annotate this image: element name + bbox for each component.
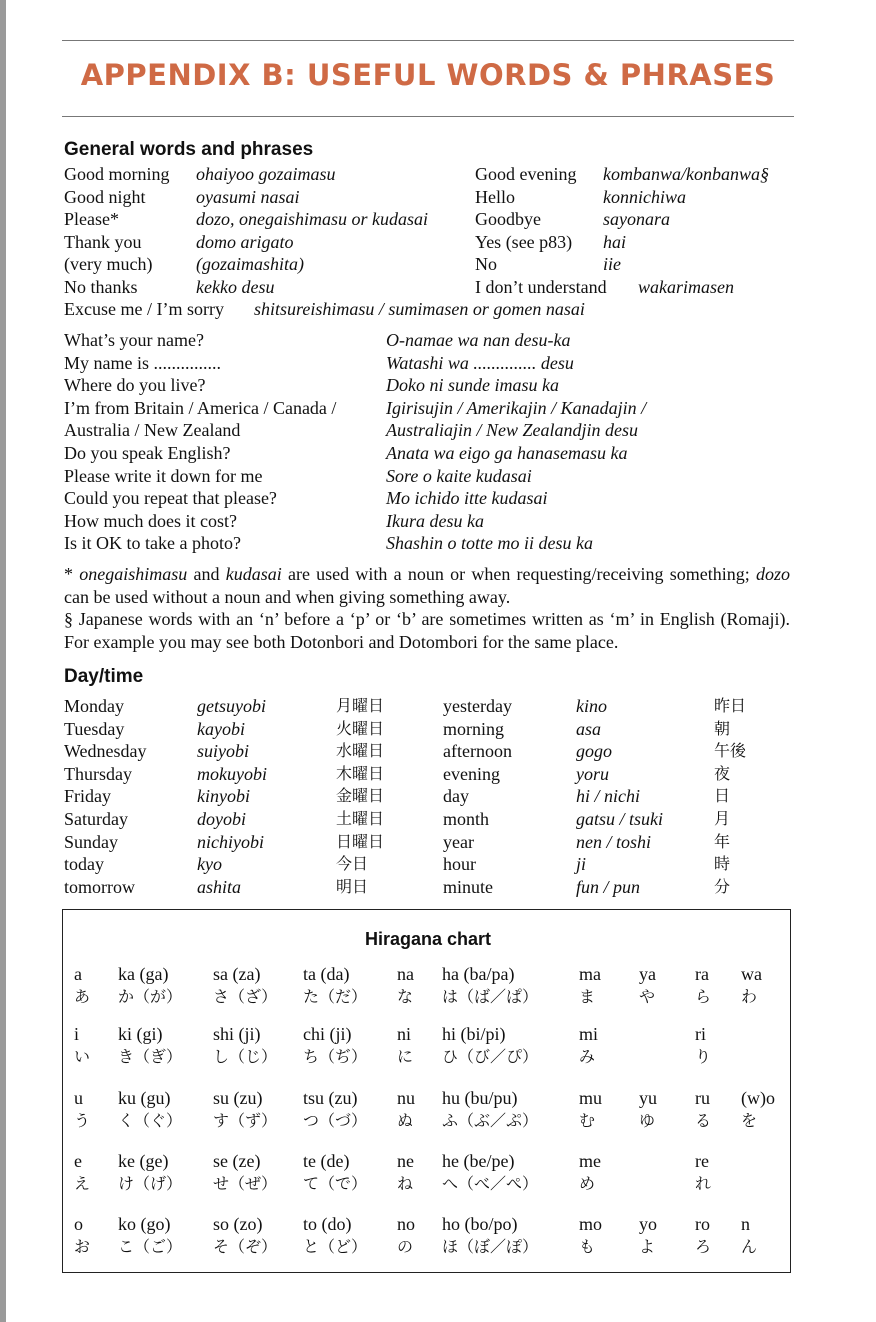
general-japanese: shitsureishimasu / sumimasen or gomen nasai xyxy=(254,299,585,319)
hiragana-kana: を xyxy=(741,1111,758,1130)
phrase-english: Do you speak English? xyxy=(64,443,231,463)
day-kanji: 金曜日 xyxy=(336,786,385,806)
footnote-section: § Japanese words with an ‘n’ before a ‘p’ or ‘b’ are sometimes written as ‘m’ in English (Romaji). For example you may see both Dotonbori and Dotombori for the same place. xyxy=(64,609,790,652)
hiragana-romaji: ho (bo/po) xyxy=(442,1214,518,1234)
phrase-english: I’m from Britain / America / Canada / xyxy=(64,397,337,418)
hiragana-kana: む xyxy=(579,1111,596,1130)
general-japanese: konnichiwa xyxy=(603,186,686,207)
hiragana-romaji: tsu (zu) xyxy=(303,1088,358,1108)
hiragana-romaji: yo xyxy=(639,1214,657,1234)
day-romaji: mokuyobi xyxy=(197,763,267,784)
hiragana-kana: え xyxy=(74,1174,91,1193)
hiragana-kana: そ（ぞ） xyxy=(213,1237,278,1256)
hiragana-kana: よ xyxy=(639,1237,656,1256)
phrase-english: Please write it down for me xyxy=(64,465,263,486)
time-romaji: hi / nichi xyxy=(576,786,640,807)
day-english: Monday xyxy=(64,696,124,716)
hiragana-kana: う xyxy=(74,1111,91,1130)
hiragana-kana: に xyxy=(397,1047,414,1066)
hiragana-romaji: no xyxy=(397,1214,415,1234)
general-japanese: sayonara xyxy=(603,209,670,229)
hiragana-kana: せ（ぜ） xyxy=(213,1174,278,1193)
day-kanji: 今日 xyxy=(336,854,369,874)
hiragana-kana: き（ぎ） xyxy=(118,1047,183,1066)
day-romaji: suiyobi xyxy=(197,741,249,762)
hiragana-kana: と（ど） xyxy=(303,1237,368,1256)
time-english: year xyxy=(443,831,474,852)
hiragana-romaji: te (de) xyxy=(303,1151,350,1171)
day-kanji: 水曜日 xyxy=(336,741,385,761)
time-kanji: 午後 xyxy=(714,741,747,761)
hiragana-kana: す（ず） xyxy=(213,1111,278,1130)
hiragana-kana: ゆ xyxy=(639,1111,656,1130)
day-romaji: ashita xyxy=(197,876,242,897)
hiragana-romaji: so (zo) xyxy=(213,1214,263,1234)
general-english: Goodbye xyxy=(475,209,541,229)
day-kanji: 木曜日 xyxy=(336,763,385,783)
hiragana-kana: ほ（ぼ／ぽ） xyxy=(442,1237,539,1256)
hiragana-kana: ら xyxy=(695,987,712,1006)
time-english: afternoon xyxy=(443,741,512,762)
hiragana-romaji: ku (gu) xyxy=(118,1088,171,1108)
hiragana-romaji: ki (gi) xyxy=(118,1024,163,1044)
phrase-japanese: Anata wa eigo ga hanasemasu ka xyxy=(386,443,628,463)
time-english: evening xyxy=(443,763,500,784)
hiragana-chart-box xyxy=(62,909,791,1273)
hiragana-kana: も xyxy=(579,1237,596,1256)
phrase-japanese: Australiajin / New Zealandjin desu xyxy=(386,420,639,441)
day-romaji: kyo xyxy=(197,854,222,875)
phrase-japanese: Sore o kaite kudasai xyxy=(386,465,532,486)
general-japanese: dozo, onegaishimasu or kudasai xyxy=(196,209,429,229)
hiragana-kana: の xyxy=(397,1237,414,1256)
page-edge xyxy=(0,0,6,1322)
day-english: Sunday xyxy=(64,831,118,852)
hiragana-romaji: hu (bu/pu) xyxy=(442,1088,518,1108)
general-japanese: kekko desu xyxy=(196,276,275,297)
phrase-english: What’s your name? xyxy=(64,330,204,350)
daytime-heading: Day/time xyxy=(64,666,144,687)
hiragana-romaji: ri xyxy=(695,1024,706,1044)
day-romaji: doyobi xyxy=(197,809,246,829)
hiragana-romaji: mi xyxy=(579,1024,599,1044)
time-english: morning xyxy=(443,718,504,739)
hiragana-kana: ぬ xyxy=(397,1111,414,1130)
general-english: Please* xyxy=(64,209,119,229)
general-japanese: kombanwa/konbanwa§ xyxy=(603,164,769,184)
hiragana-romaji: i xyxy=(74,1024,80,1044)
general-english: Yes (see p83) xyxy=(475,231,573,252)
hiragana-kana: な xyxy=(397,987,414,1006)
hiragana-romaji: mo xyxy=(579,1214,603,1234)
time-kanji: 昨日 xyxy=(714,696,747,715)
hiragana-romaji: chi (ji) xyxy=(303,1024,352,1044)
hiragana-kana: ま xyxy=(579,987,596,1006)
general-japanese: hai xyxy=(603,231,627,252)
hiragana-kana: わ xyxy=(741,987,758,1006)
time-romaji: yoru xyxy=(576,763,609,784)
time-english: day xyxy=(443,786,469,807)
general-english: (very much) xyxy=(64,254,153,274)
phrase-japanese: O-namae wa nan desu-ka xyxy=(386,330,571,350)
day-romaji: kinyobi xyxy=(197,786,250,807)
phrase-english: Where do you live? xyxy=(64,375,206,396)
phrase-english: How much does it cost? xyxy=(64,510,237,531)
hiragana-kana: ん xyxy=(741,1237,758,1256)
time-romaji: kino xyxy=(576,696,607,716)
hiragana-kana: あ xyxy=(74,987,91,1006)
hiragana-romaji: ta (da) xyxy=(303,964,350,984)
hiragana-romaji: hi (bi/pi) xyxy=(442,1024,506,1044)
phrase-english: Is it OK to take a photo? xyxy=(64,533,241,554)
phrase-japanese: Igirisujin / Amerikajin / Kanadajin / xyxy=(386,397,647,418)
general-english: Good night xyxy=(64,186,146,207)
hiragana-romaji: nu xyxy=(397,1088,415,1108)
time-kanji: 年 xyxy=(714,831,731,851)
hiragana-kana: ち（ぢ） xyxy=(303,1047,368,1066)
hiragana-romaji: su (zu) xyxy=(213,1088,263,1108)
hiragana-romaji: ru xyxy=(695,1088,710,1108)
general-english: Excuse me / I’m sorry xyxy=(64,299,224,319)
time-kanji: 朝 xyxy=(714,718,731,738)
hiragana-romaji: ma xyxy=(579,964,601,984)
day-romaji: nichiyobi xyxy=(197,831,264,852)
time-romaji: nen / toshi xyxy=(576,831,651,852)
day-kanji: 月曜日 xyxy=(336,696,385,715)
hiragana-kana: ね xyxy=(397,1174,414,1193)
hiragana-romaji: ya xyxy=(639,964,656,984)
general-japanese: domo arigato xyxy=(196,231,294,252)
general-english: Thank you xyxy=(64,231,142,252)
time-kanji: 月 xyxy=(714,809,731,828)
phrase-japanese: Doko ni sunde imasu ka xyxy=(386,375,559,396)
hiragana-kana: み xyxy=(579,1047,596,1066)
hiragana-romaji: to (do) xyxy=(303,1214,352,1234)
hiragana-romaji: u xyxy=(74,1088,83,1108)
day-english: today xyxy=(64,854,104,875)
hiragana-kana: か（が） xyxy=(118,987,183,1006)
general-japanese: iie xyxy=(603,254,621,274)
hiragana-kana: さ（ざ） xyxy=(213,987,278,1006)
hiragana-kana: り xyxy=(695,1047,712,1066)
general-english: No xyxy=(475,254,497,274)
time-english: month xyxy=(443,809,490,829)
day-english: Friday xyxy=(64,786,111,807)
hiragana-romaji: n xyxy=(741,1214,750,1234)
phrase-japanese: Shashin o totte mo ii desu ka xyxy=(386,533,593,554)
hiragana-romaji: yu xyxy=(639,1088,657,1108)
footnotes xyxy=(64,563,790,653)
phrase-japanese: Watashi wa .............. desu xyxy=(386,352,574,373)
hiragana-kana: や xyxy=(639,987,656,1006)
general-english: I don’t understand xyxy=(475,276,607,297)
hiragana-romaji: mu xyxy=(579,1088,603,1108)
phrase-japanese: Ikura desu ka xyxy=(386,510,484,531)
hiragana-kana: へ（べ／ぺ） xyxy=(442,1174,539,1193)
hiragana-kana: ろ xyxy=(695,1237,712,1256)
general-english: Good evening xyxy=(475,164,577,184)
day-english: Wednesday xyxy=(64,741,147,762)
hiragana-romaji: ne xyxy=(397,1151,414,1171)
time-romaji: gogo xyxy=(576,741,612,762)
day-kanji: 土曜日 xyxy=(336,809,385,828)
time-romaji: gatsu / tsuki xyxy=(576,809,664,829)
hiragana-romaji: e xyxy=(74,1151,82,1171)
day-romaji: getsuyobi xyxy=(197,696,266,716)
time-english: hour xyxy=(443,854,476,875)
hiragana-romaji: ko (go) xyxy=(118,1214,171,1234)
hiragana-kana: る xyxy=(695,1111,712,1130)
time-kanji: 日 xyxy=(714,786,731,806)
hiragana-kana: た（だ） xyxy=(303,987,368,1006)
hiragana-romaji: (w)o xyxy=(741,1088,775,1108)
hiragana-kana: め xyxy=(579,1174,596,1193)
phrase-english: Could you repeat that please? xyxy=(64,488,277,509)
day-kanji: 明日 xyxy=(336,876,369,896)
hiragana-romaji: wa xyxy=(741,964,762,984)
hiragana-romaji: ha (ba/pa) xyxy=(442,964,515,984)
time-kanji: 分 xyxy=(714,876,731,896)
time-romaji: fun / pun xyxy=(576,876,641,897)
time-romaji: asa xyxy=(576,718,602,739)
hiragana-kana: こ（ご） xyxy=(118,1237,183,1256)
hiragana-kana: れ xyxy=(695,1174,712,1193)
hiragana-romaji: he (be/pe) xyxy=(442,1151,515,1171)
day-english: tomorrow xyxy=(64,876,135,897)
phrase-english: Australia / New Zealand xyxy=(64,420,241,441)
hiragana-kana: し（じ） xyxy=(213,1047,278,1066)
day-kanji: 日曜日 xyxy=(336,831,385,851)
hiragana-romaji: ra xyxy=(695,964,709,984)
hiragana-romaji: me xyxy=(579,1151,601,1171)
time-romaji: ji xyxy=(576,854,587,875)
hiragana-kana: ひ（び／ぴ） xyxy=(442,1047,539,1066)
hiragana-romaji: re xyxy=(695,1151,709,1171)
hiragana-romaji: ka (ga) xyxy=(118,964,169,984)
hiragana-romaji: ke (ge) xyxy=(118,1151,169,1171)
footnote-asterisk: * onegaishimasu and kudasai are used with a noun or when requesting/receiving something; dozo can be used without a noun and when giving something away. xyxy=(64,564,790,607)
hiragana-romaji: na xyxy=(397,964,414,984)
general-japanese: ohaiyoo gozaimasu xyxy=(196,164,336,184)
general-english: No thanks xyxy=(64,276,138,297)
day-kanji: 火曜日 xyxy=(336,718,385,738)
general-japanese: wakarimasen xyxy=(638,276,734,297)
hiragana-kana: て（で） xyxy=(303,1174,368,1193)
phrase-japanese: Mo ichido itte kudasai xyxy=(386,488,548,509)
hiragana-kana: ふ（ぶ／ぷ） xyxy=(442,1111,539,1130)
hiragana-chart-title: Hiragana chart xyxy=(364,929,492,949)
time-kanji: 時 xyxy=(714,854,731,874)
hiragana-kana: は（ば／ぱ） xyxy=(442,987,539,1006)
general-heading: General words and phrases xyxy=(64,139,314,160)
top-rule xyxy=(62,40,794,41)
hiragana-kana: い xyxy=(74,1047,91,1066)
hiragana-romaji: o xyxy=(74,1214,83,1234)
hiragana-kana: け（げ） xyxy=(118,1174,183,1193)
hiragana-kana: く（ぐ） xyxy=(118,1111,183,1130)
hiragana-romaji: shi (ji) xyxy=(213,1024,261,1044)
hiragana-romaji: se (ze) xyxy=(213,1151,261,1171)
hiragana-romaji: ro xyxy=(695,1214,710,1234)
general-english: Good morning xyxy=(64,164,170,184)
day-romaji: kayobi xyxy=(197,718,245,739)
time-english: yesterday xyxy=(443,696,512,716)
day-english: Tuesday xyxy=(64,718,125,739)
hiragana-romaji: a xyxy=(74,964,82,984)
hiragana-kana: お xyxy=(74,1237,91,1256)
hiragana-romaji: ni xyxy=(397,1024,412,1044)
hiragana-romaji: sa (za) xyxy=(213,964,261,984)
day-english: Thursday xyxy=(64,763,132,784)
general-japanese: oyasumi nasai xyxy=(196,186,300,207)
title-rule xyxy=(62,116,794,117)
general-english: Hello xyxy=(475,186,515,207)
hiragana-kana: つ（づ） xyxy=(303,1111,368,1130)
time-english: minute xyxy=(443,876,493,897)
time-kanji: 夜 xyxy=(714,763,731,783)
day-english: Saturday xyxy=(64,809,128,829)
general-japanese: (gozaimashita) xyxy=(196,254,304,274)
phrase-english: My name is ............... xyxy=(64,352,221,373)
page-title: APPENDIX B: USEFUL WORDS & PHRASES xyxy=(80,58,776,92)
